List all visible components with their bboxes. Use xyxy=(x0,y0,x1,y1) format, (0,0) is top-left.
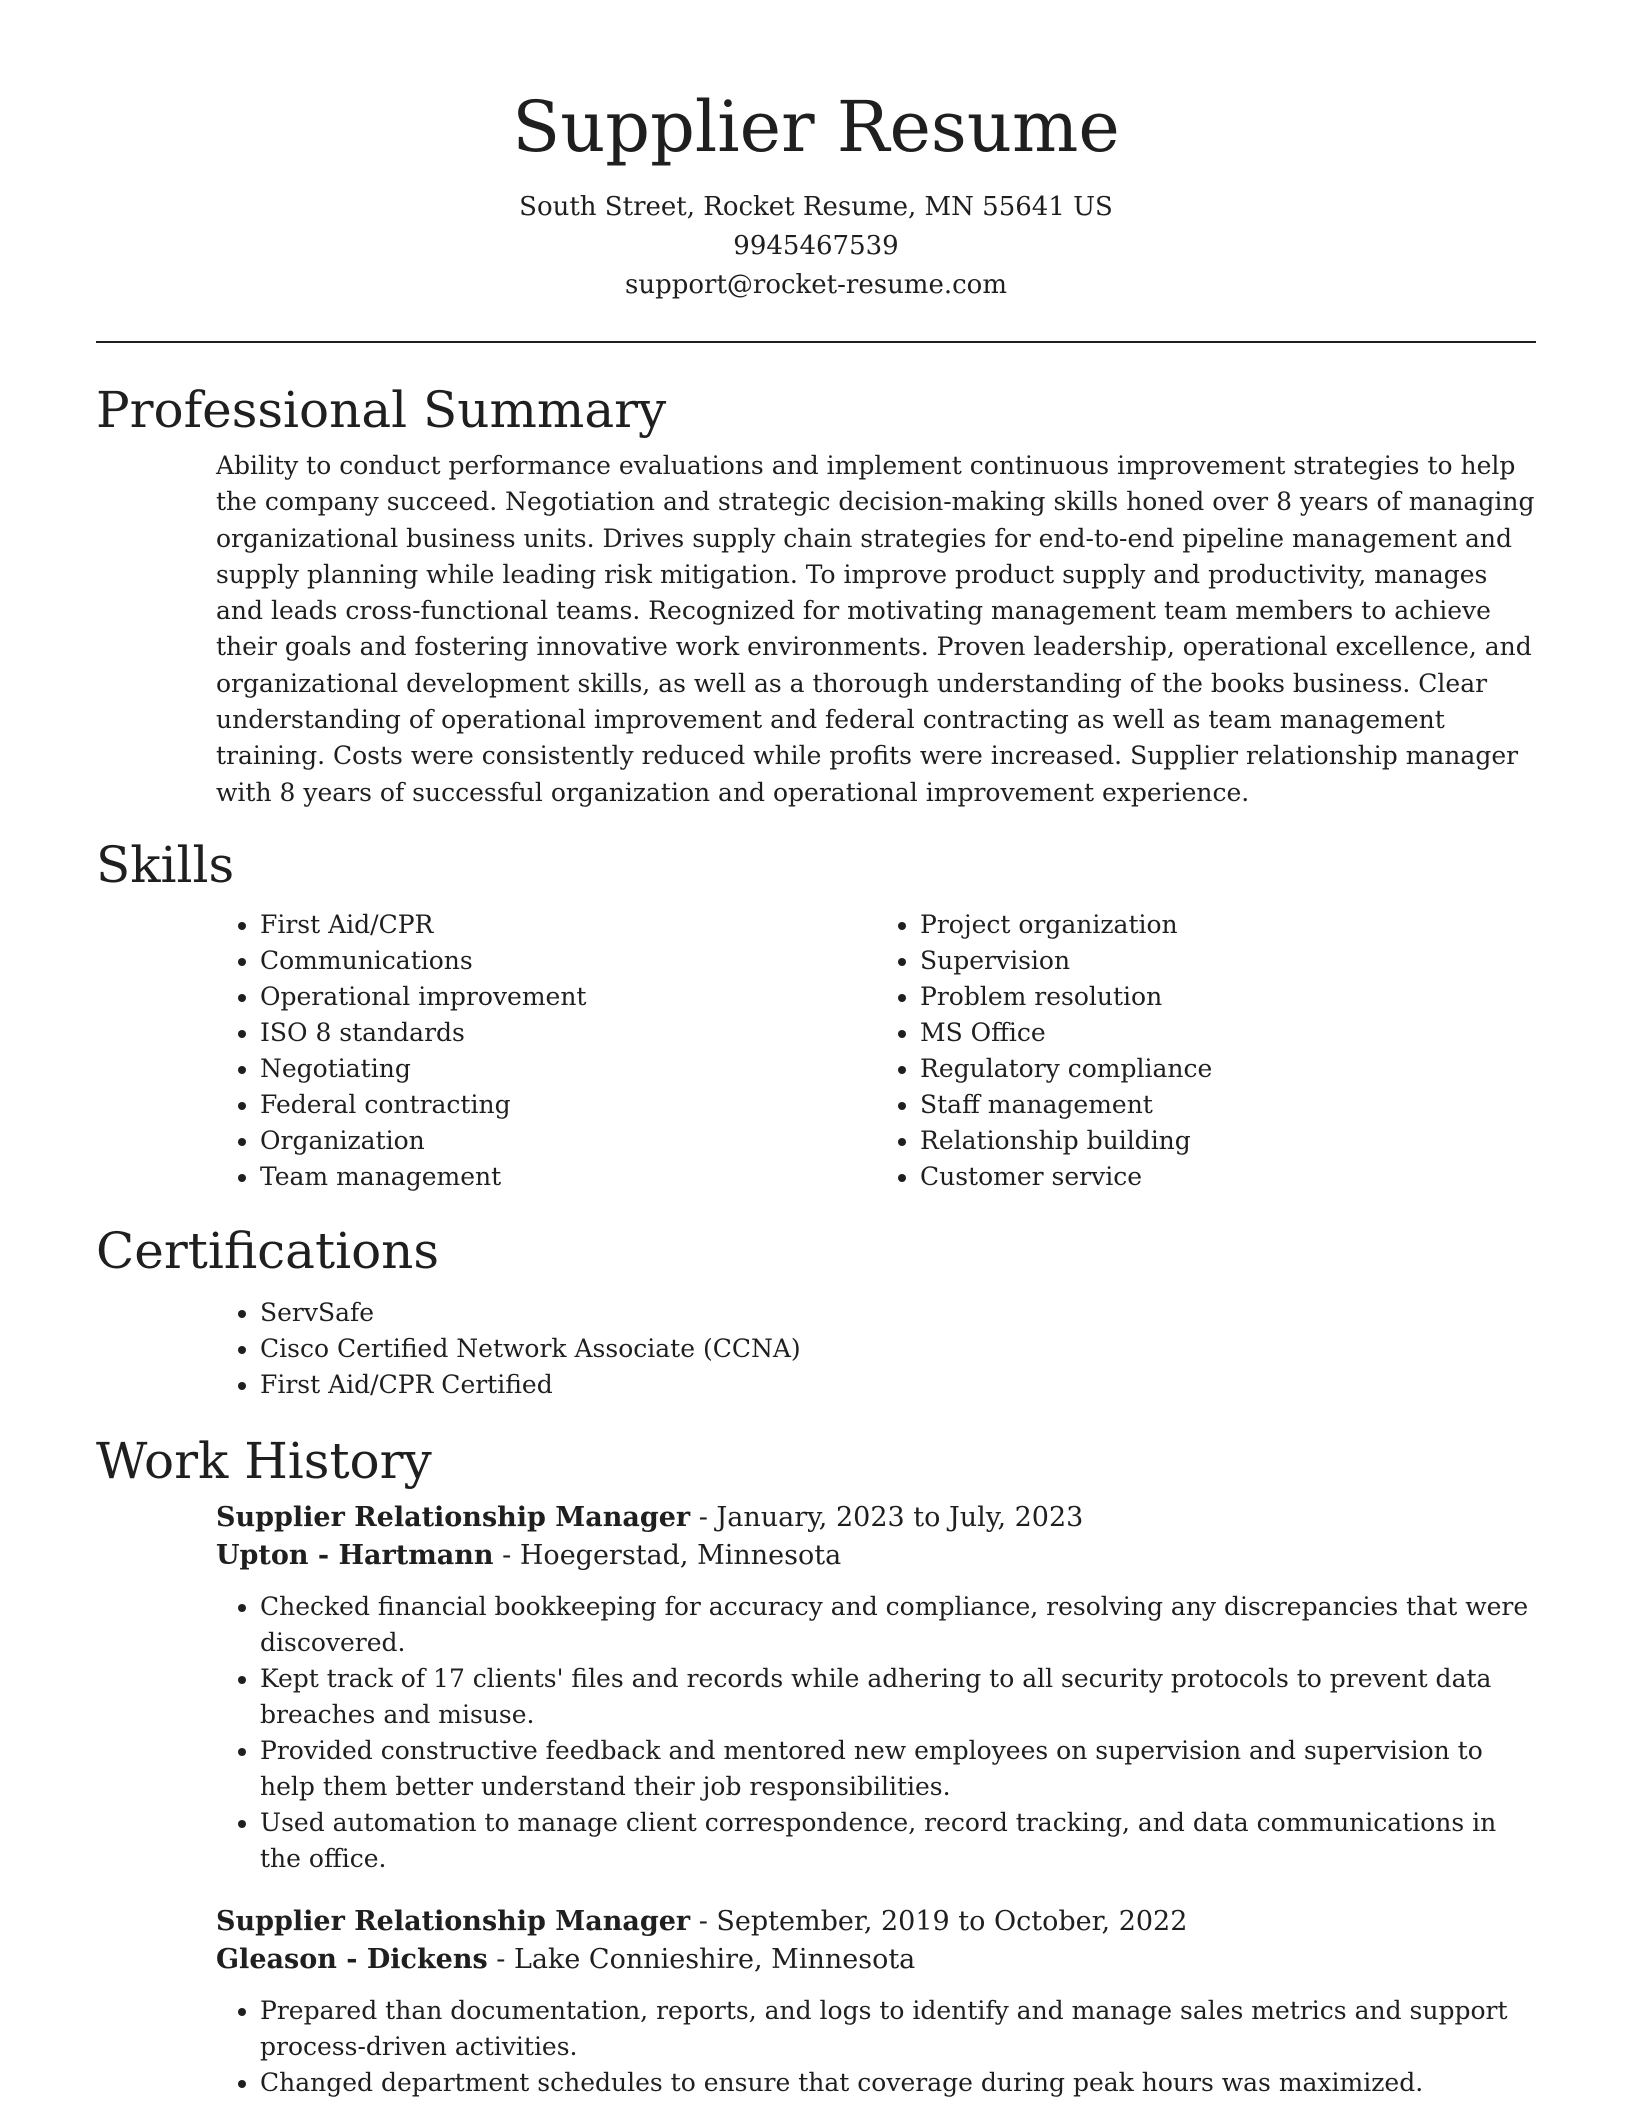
list-item: • Staff management xyxy=(920,1087,1536,1123)
skills-left-list xyxy=(216,907,876,1195)
job-title-line xyxy=(216,1499,1536,1537)
job-location: Hoegerstad, Minnesota xyxy=(519,1539,842,1571)
resume-header xyxy=(0,0,1632,305)
list-item: • MS Office xyxy=(920,1015,1536,1051)
list-item: • Used automation to manage client correspondence, record tracking, and data communications in the office. xyxy=(260,1805,1536,1877)
certifications-section xyxy=(96,1219,1536,1403)
contact-block xyxy=(0,188,1632,305)
list-item: • Negotiating xyxy=(260,1051,876,1087)
job-company: Upton - Hartmann xyxy=(216,1539,494,1571)
address: South Street, Rocket Resume, MN 55641 US xyxy=(519,192,1113,222)
list-item: • Relationship building xyxy=(920,1123,1536,1159)
list-item: • Regulatory compliance xyxy=(920,1051,1536,1087)
summary-text: Ability to conduct performance evaluations and implement continuous improvement strategies to help the company succeed. Negotiation and strategic decision-making skills honed over 8 years of managing organizational business units. Drives supply chain strategies for end-to-end pipeline management and supply planning while leading risk mitigation. To improve product supply and productivity, manages and leads cross-functional teams. Recognized for motivating management team members to achieve their goals and fostering innovative work environments. Proven leadership, operational excellence, and organizational development skills, as well as a thorough understanding of the books business. Clear understanding of operational improvement and federal contracting as well as team management training. Costs were consistently reduced while profits were increased. Supplier relationship manager with 8 years of successful organization and operational improvement experience. xyxy=(216,451,1535,807)
job-dates: September, 2019 to October, 2022 xyxy=(716,1905,1188,1937)
list-item: • Cisco Certified Network Associate (CCNA) xyxy=(260,1331,1536,1367)
list-item: • Kept track of 17 clients' files and records while adhering to all security protocols to prevent data breaches and misuse. xyxy=(260,1661,1536,1733)
list-item: • ServSafe xyxy=(260,1295,1536,1331)
work-history-section xyxy=(96,1429,1536,2101)
list-item: • Project organization xyxy=(920,907,1536,943)
job-location: Lake Connieshire, Minnesota xyxy=(513,1943,916,1975)
job-company: Gleason - Dickens xyxy=(216,1943,488,1975)
job-dates: January, 2023 to July, 2023 xyxy=(716,1501,1084,1533)
resume-body xyxy=(96,378,1536,2101)
summary-section xyxy=(96,378,1536,811)
list-item: • Team management xyxy=(260,1159,876,1195)
summary-heading: Professional Summary xyxy=(96,381,667,439)
list-item: • Operational improvement xyxy=(260,979,876,1015)
list-item: • Provided constructive feedback and mentored new employees on supervision and supervision to help them better understand their job responsibilities. xyxy=(260,1733,1536,1805)
email: support@rocket-resume.com xyxy=(624,270,1007,300)
skills-section xyxy=(96,833,1536,1195)
list-item: • Problem resolution xyxy=(920,979,1536,1015)
work-history-heading: Work History xyxy=(96,1431,432,1490)
list-item: • Customer service xyxy=(920,1159,1536,1195)
skills-grid xyxy=(216,907,1536,1195)
job-title: Supplier Relationship Manager xyxy=(216,1905,691,1937)
list-item: • First Aid/CPR Certified xyxy=(260,1367,1536,1403)
job-company-line xyxy=(216,1941,1536,1979)
separator: - xyxy=(698,1501,717,1533)
header-divider xyxy=(96,341,1536,343)
job-bullets xyxy=(216,1993,1536,2101)
separator: - xyxy=(502,1539,520,1571)
job-entry xyxy=(216,1499,1536,1877)
list-item: • Communications xyxy=(260,943,876,979)
job-entry xyxy=(216,1903,1536,2101)
list-item: • Prepared than documentation, reports, and logs to identify and manage sales metrics and support process-driven activities. xyxy=(260,1993,1536,2065)
separator: - xyxy=(698,1905,717,1937)
list-item: • Supervision xyxy=(920,943,1536,979)
job-title: Supplier Relationship Manager xyxy=(216,1501,691,1533)
job-bullets xyxy=(216,1589,1536,1877)
list-item: • First Aid/CPR xyxy=(260,907,876,943)
job-company-line xyxy=(216,1537,1536,1575)
skills-right-list xyxy=(876,907,1536,1195)
certifications-list xyxy=(216,1295,1536,1403)
list-item: • Federal contracting xyxy=(260,1087,876,1123)
list-item: • ISO 8 standards xyxy=(260,1015,876,1051)
certifications-heading: Certifications xyxy=(96,1221,440,1280)
phone: 9945467539 xyxy=(733,231,899,261)
list-item: • Organization xyxy=(260,1123,876,1159)
resume-title: Supplier Resume xyxy=(512,86,1120,168)
list-item: • Checked financial bookkeeping for accuracy and compliance, resolving any discrepancies that were discovered. xyxy=(260,1589,1536,1661)
skills-heading: Skills xyxy=(96,835,235,894)
list-item: • Changed department schedules to ensure that coverage during peak hours was maximized. xyxy=(260,2065,1536,2101)
job-title-line xyxy=(216,1903,1536,1941)
separator: - xyxy=(496,1943,514,1975)
